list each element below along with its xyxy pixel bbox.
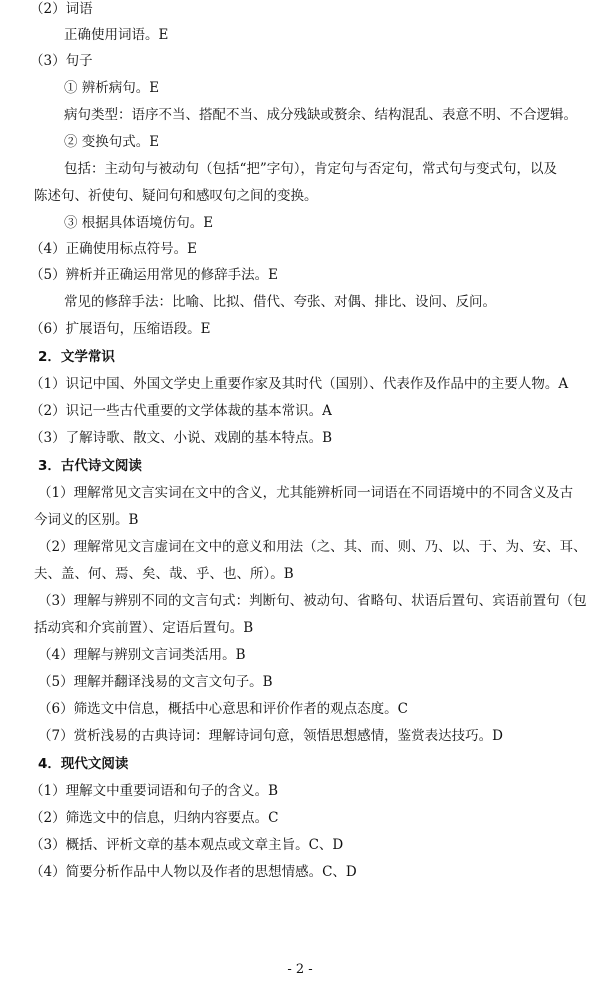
text-line: （2）识记一些古代重要的文学体裁的基本常识。A bbox=[30, 403, 332, 419]
text-line: 常见的修辞手法：比喻、比拟、借代、夸张、对偶、排比、设问、反问。 bbox=[64, 294, 496, 310]
item-words: （2）词语 bbox=[30, 1, 93, 17]
section-heading-modern-reading: 4．现代文阅读 bbox=[38, 756, 129, 772]
text-line: （1）理解常见文言实词在文中的含义，尤其能辨析同一词语在不同语境中的不同含义及古 bbox=[38, 485, 574, 501]
text-line: ② 变换句式。E bbox=[64, 134, 160, 150]
text-line: （2）理解常见文言虚词在文中的意义和用法（之、其、而、则、乃、以、于、为、安、耳、 bbox=[38, 539, 587, 555]
text-line: （5）辨析并正确运用常见的修辞手法。E bbox=[30, 267, 278, 283]
text-line: （7）赏析浅易的古典诗词：理解诗词句意，领悟思想感情，鉴赏表达技巧。D bbox=[38, 728, 503, 744]
text-line: （2）筛选文中的信息，归纳内容要点。C bbox=[30, 810, 279, 826]
section-heading-classical-reading: 3．古代诗文阅读 bbox=[38, 458, 142, 474]
text-line: （5）理解并翻译浅易的文言文句子。B bbox=[38, 674, 273, 690]
text-line: （3）了解诗歌、散文、小说、戏剧的基本特点。B bbox=[30, 430, 333, 446]
text-line: （6）筛选文中信息，概括中心意思和评价作者的观点态度。C bbox=[38, 701, 408, 717]
page-number: - 2 - bbox=[287, 962, 313, 977]
text-line: （3）理解与辨别不同的文言句式：判断句、被动句、省略句、状语后置句、宾语前置句（包 bbox=[38, 593, 587, 609]
section-heading-literature: 2．文学常识 bbox=[38, 349, 115, 365]
text-line: 正确使用词语。E bbox=[64, 27, 169, 43]
text-line: ③ 根据具体语境仿句。E bbox=[64, 215, 214, 231]
text-line: （4）理解与辨别文言词类活用。B bbox=[38, 647, 246, 663]
text-line: （1）识记中国、外国文学史上重要作家及其时代（国别）、代表作及作品中的主要人物。A bbox=[30, 376, 569, 392]
text-line: （3）概括、评析文章的基本观点或文章主旨。C、D bbox=[30, 837, 344, 853]
text-line: 括动宾和介宾前置）、定语后置句。B bbox=[34, 620, 254, 636]
text-line: （6）扩展语句，压缩语段。E bbox=[30, 321, 211, 337]
item-sentences: （3）句子 bbox=[30, 53, 93, 69]
text-line: （1）理解文中重要词语和句子的含义。B bbox=[30, 783, 279, 799]
text-line: 夫、盖、何、焉、矣、哉、乎、也、所）。B bbox=[34, 566, 294, 582]
text-line: ① 辨析病句。E bbox=[64, 80, 160, 96]
text-line: 病句类型：语序不当、搭配不当、成分残缺或赘余、结构混乱、表意不明、不合逻辑。 bbox=[64, 107, 577, 123]
text-line: （4）正确使用标点符号。E bbox=[30, 241, 197, 257]
text-line: 今词义的区别。B bbox=[34, 512, 139, 528]
text-line: （4）简要分析作品中人物以及作者的思想情感。C、D bbox=[30, 864, 357, 880]
text-line: 包括：主动句与被动句（包括“把”字句），肯定句与否定句，常式句与变式句，以及 bbox=[64, 161, 558, 177]
text-line: 陈述句、祈使句、疑问句和感叹句之间的变换。 bbox=[34, 188, 318, 204]
